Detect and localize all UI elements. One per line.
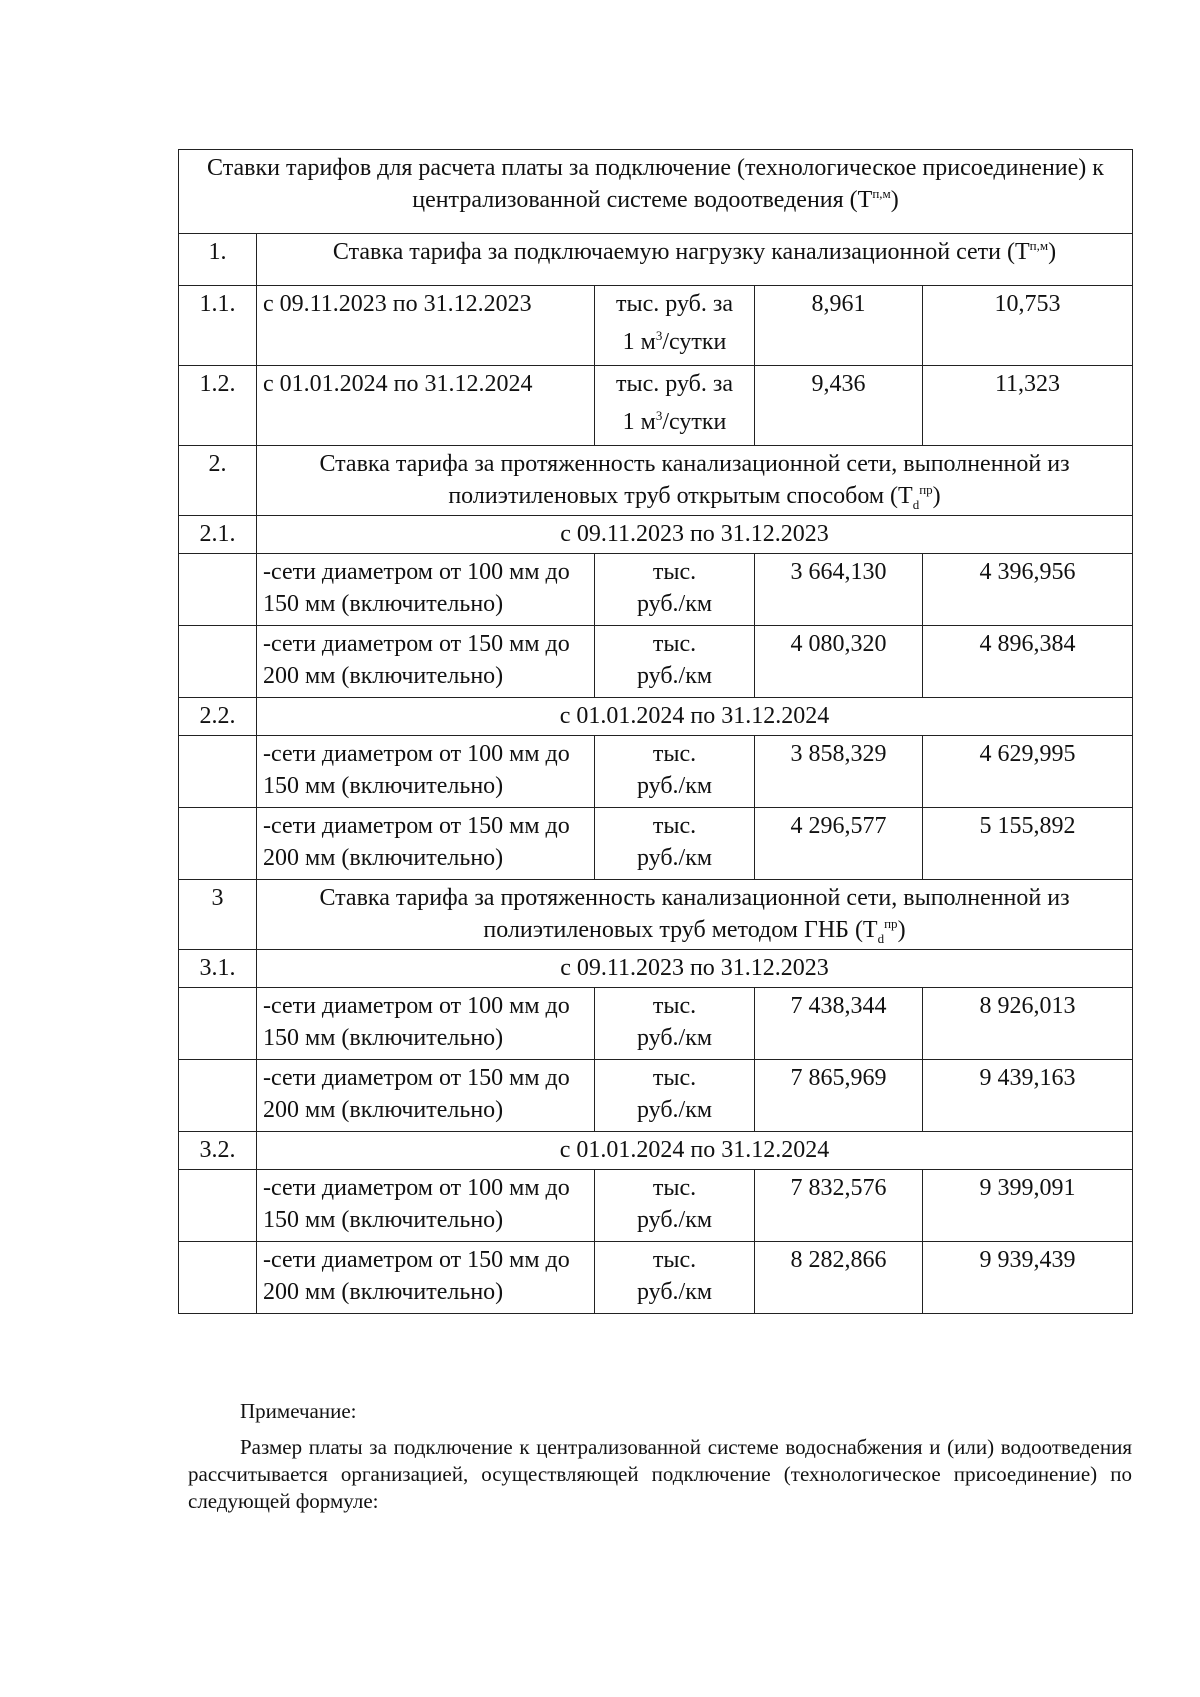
period-label: с 01.01.2024 по 31.12.2024 — [257, 698, 1133, 736]
unit-base: 1 м — [622, 409, 656, 435]
table-row — [179, 1170, 1133, 1242]
section-number: 2. — [179, 446, 257, 516]
row-period: с 01.01.2024 по 31.12.2024 — [257, 366, 595, 446]
section-header-row — [179, 446, 1133, 516]
period-label: с 09.11.2023 по 31.12.2023 — [257, 516, 1133, 554]
table-row — [179, 286, 1133, 366]
section-symbol-sub: d — [912, 496, 920, 512]
row-unit — [595, 626, 755, 698]
unit-line-2: руб./км — [636, 663, 713, 689]
table-row — [179, 626, 1133, 698]
unit-line-1: тыс. — [652, 631, 697, 657]
value-col-2: 9 399,091 — [923, 1170, 1133, 1242]
value-col-1: 7 832,576 — [755, 1170, 923, 1242]
row-description: -сети диаметром от 150 мм до 200 мм (включительно) — [257, 1060, 595, 1132]
unit-line-1: тыс. — [652, 1065, 697, 1091]
row-unit — [595, 1060, 755, 1132]
unit-exponent: 3 — [655, 328, 663, 343]
unit-line-1: тыс. — [652, 1247, 697, 1273]
section-header-row — [179, 234, 1133, 286]
row-unit — [595, 366, 755, 446]
row-description: -сети диаметром от 100 мм до 150 мм (включительно) — [257, 736, 595, 808]
value-col-2: 8 926,013 — [923, 988, 1133, 1060]
value-col-2: 4 629,995 — [923, 736, 1133, 808]
unit-line-2: руб./км — [636, 591, 713, 617]
row-number-empty — [179, 1242, 257, 1314]
value-col-2: 5 155,892 — [923, 808, 1133, 880]
table-row — [179, 988, 1133, 1060]
unit-line-1: тыс. — [652, 993, 697, 1019]
unit-line-1: тыс. — [652, 559, 697, 585]
value-col-1: 7 865,969 — [755, 1060, 923, 1132]
unit-line-2: руб./км — [636, 1025, 713, 1051]
unit-base: 1 м — [622, 329, 656, 355]
value-col-2: 4 896,384 — [923, 626, 1133, 698]
row-description: -сети диаметром от 150 мм до 200 мм (включительно) — [257, 1242, 595, 1314]
unit-exponent: 3 — [655, 408, 663, 423]
period-header-row — [179, 950, 1133, 988]
row-number-empty — [179, 1060, 257, 1132]
note-text: Размер платы за подключение к централизованной системе водоснабжения и (или) водоотведения рассчитывается организацией, осуществляющей подключение (технологическое присоединение) по следующей формуле: — [188, 1435, 1132, 1513]
unit-line-2: руб./км — [636, 1097, 713, 1123]
row-unit — [595, 988, 755, 1060]
section-symbol-sup: п,м — [1029, 238, 1049, 253]
unit-line-2: руб./км — [636, 773, 713, 799]
table-title-row — [179, 150, 1133, 234]
note-label: Примечание: — [240, 1399, 357, 1423]
row-description: -сети диаметром от 100 мм до 150 мм (включительно) — [257, 988, 595, 1060]
value-col-1: 3 858,329 — [755, 736, 923, 808]
section-symbol-sub: d — [877, 930, 885, 946]
sections-body — [179, 234, 1133, 1314]
period-number: 2.1. — [179, 516, 257, 554]
row-number-empty — [179, 808, 257, 880]
section-number: 1. — [179, 234, 257, 286]
period-label: с 01.01.2024 по 31.12.2024 — [257, 1132, 1133, 1170]
period-header-row — [179, 698, 1133, 736]
period-header-row — [179, 1132, 1133, 1170]
unit-line-1: тыс. — [652, 1175, 697, 1201]
period-number: 3.1. — [179, 950, 257, 988]
period-number: 2.2. — [179, 698, 257, 736]
section-title-text: Ставка тарифа за протяженность канализационной сети, выполненной из полиэтиленовых труб методом ГНБ (Т — [319, 885, 1070, 943]
row-description: -сети диаметром от 100 мм до 150 мм (включительно) — [257, 1170, 595, 1242]
unit-line-1: тыс. руб. за — [616, 371, 733, 397]
value-col-2: 9 439,163 — [923, 1060, 1133, 1132]
row-number-empty — [179, 1170, 257, 1242]
value-col-1: 9,436 — [755, 366, 923, 446]
section-title-close: ) — [1048, 239, 1057, 265]
row-description: -сети диаметром от 100 мм до 150 мм (включительно) — [257, 554, 595, 626]
unit-line-2 — [601, 406, 748, 438]
unit-tail: /сутки — [662, 409, 727, 435]
value-col-2: 9 939,439 — [923, 1242, 1133, 1314]
title-tail: ) — [890, 187, 899, 213]
section-title-text: Ставка тарифа за протяженность канализационной сети, выполненной из полиэтиленовых труб открытым способом (Т — [319, 451, 1070, 509]
value-col-1: 8,961 — [755, 286, 923, 366]
row-unit — [595, 736, 755, 808]
row-description: -сети диаметром от 150 мм до 200 мм (включительно) — [257, 808, 595, 880]
period-header-row — [179, 516, 1133, 554]
table-row — [179, 1242, 1133, 1314]
value-col-2: 4 396,956 — [923, 554, 1133, 626]
section-title — [257, 446, 1133, 516]
period-label: с 09.11.2023 по 31.12.2023 — [257, 950, 1133, 988]
row-number-empty — [179, 988, 257, 1060]
section-number: 3 — [179, 880, 257, 950]
row-description: -сети диаметром от 150 мм до 200 мм (включительно) — [257, 626, 595, 698]
value-col-1: 3 664,130 — [755, 554, 923, 626]
row-number-empty — [179, 626, 257, 698]
section-symbol-sup: пр — [884, 916, 898, 931]
value-col-1: 7 438,344 — [755, 988, 923, 1060]
table-row — [179, 736, 1133, 808]
row-number-empty — [179, 554, 257, 626]
row-number: 1.2. — [179, 366, 257, 446]
row-number-empty — [179, 736, 257, 808]
unit-line-1: тыс. руб. за — [616, 291, 733, 317]
tariff-table — [178, 149, 1133, 1314]
section-title-close: ) — [932, 483, 941, 509]
row-number: 1.1. — [179, 286, 257, 366]
unit-line-1: тыс. — [652, 813, 697, 839]
value-col-1: 4 296,577 — [755, 808, 923, 880]
value-col-2: 11,323 — [923, 366, 1133, 446]
row-period: с 09.11.2023 по 31.12.2023 — [257, 286, 595, 366]
row-unit — [595, 808, 755, 880]
section-title — [257, 234, 1133, 286]
table-row — [179, 808, 1133, 880]
unit-tail: /сутки — [662, 329, 727, 355]
table-title-text: Ставки тарифов для расчета платы за подключение (технологическое присоединение) к централизованной системе водоотведения (Т — [207, 155, 1104, 213]
table-row — [179, 554, 1133, 626]
unit-line-2: руб./км — [636, 1207, 713, 1233]
section-title-text: Ставка тарифа за подключаемую нагрузку канализационной сети (Т — [332, 239, 1030, 265]
unit-line-2: руб./км — [636, 1279, 713, 1305]
row-unit — [595, 286, 755, 366]
table-row — [179, 1060, 1133, 1132]
unit-line-1: тыс. — [652, 741, 697, 767]
unit-line-2: руб./км — [636, 845, 713, 871]
unit-line-2 — [601, 326, 748, 358]
title-symbol-sup: п,м — [872, 186, 891, 201]
row-unit — [595, 554, 755, 626]
table-title — [179, 150, 1133, 234]
value-col-2: 10,753 — [923, 286, 1133, 366]
row-unit — [595, 1242, 755, 1314]
table-row — [179, 366, 1133, 446]
value-col-1: 4 080,320 — [755, 626, 923, 698]
period-number: 3.2. — [179, 1132, 257, 1170]
row-unit — [595, 1170, 755, 1242]
value-col-1: 8 282,866 — [755, 1242, 923, 1314]
section-title-close: ) — [897, 917, 906, 943]
section-header-row — [179, 880, 1133, 950]
section-title — [257, 880, 1133, 950]
section-symbol-sup: пр — [919, 482, 933, 497]
